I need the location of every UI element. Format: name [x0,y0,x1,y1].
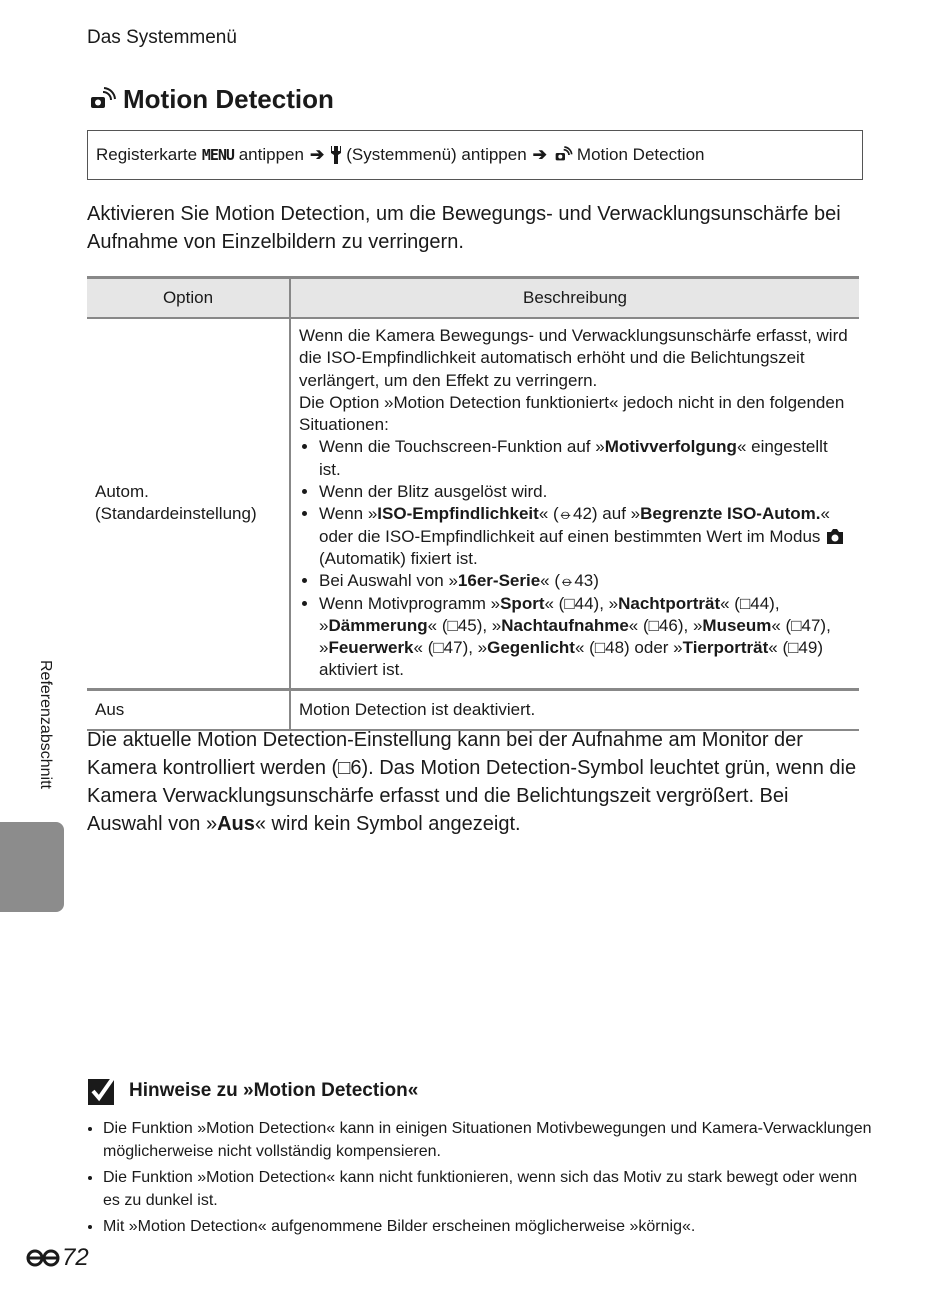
book-icon: □ [564,593,575,613]
book-icon: □ [447,615,458,635]
wrench-icon [330,146,342,164]
table-row [87,318,859,689]
option-name: Autom. [95,482,149,502]
situation-list [299,436,851,681]
intro-paragraph: Aktivieren Sie Motion Detection, um die Bewegungs- und Verwacklungsunschärfe bei Aufnahme von Einzelbildern zu verringern. [87,203,841,253]
option-cell [87,318,290,689]
note-list [87,1118,873,1243]
list-item: • Wenn »ISO-Empfindlichkeit« (⦵42) auf »Begrenzte ISO-Autom.« oder die ISO-Empfindlichkeit auf einen bestimmten Wert im Modus (Automatik) fixiert ist. [319,503,851,570]
checkmark-icon [87,1076,117,1106]
note-title: Hinweise zu »Motion Detection« [129,1080,419,1101]
reference-icon: ⦵ [560,571,575,591]
description-text: Wenn die Kamera Bewegungs- und Verwacklungsunschärfe erfasst, wird die ISO-Empfindlichkeit automatisch erhöht und die Belichtungszeit verlängert, um den Effekt zu verringern. [299,326,848,390]
book-icon: □ [433,638,444,658]
table-header-option: Option [87,278,290,319]
table-header-description: Beschreibung [290,278,859,319]
book-icon: □ [739,593,751,613]
book-icon: □ [648,615,659,635]
description-cell: Motion Detection ist deaktiviert. [290,689,859,730]
side-tab-marker [0,822,64,912]
nav-text: antippen [238,145,304,164]
list-item: • Die Funktion »Motion Detection« kann nicht funktionieren, wenn sich das Motiv zu stark bewegt oder wenn es zu dunkel ist. [103,1167,873,1212]
list-item: • Die Funktion »Motion Detection« kann in einigen Situationen Motivbewegungen und Kamera-Verwacklungen möglicherweise nicht vollständig kompensieren. [103,1118,873,1163]
arrow-right-icon: ➔ [532,145,547,164]
menu-label: MENU [201,146,234,164]
list-item: • Wenn Motivprogramm »Sport« (□44), »Nachtporträt« (□44), »Dämmerung« (□45), »Nachtaufnahme« (□46), »Museum« (□47), »Feuerwerk« (□47), »Gegenlicht« (□48) oder »Tierporträt« (□49) aktiviert ist. [319,593,851,682]
camera-icon [825,527,845,545]
page-title [87,84,334,115]
nav-text: Registerkarte [96,145,198,164]
status-paragraph: Die aktuelle Motion Detection-Einstellung kann bei der Aufnahme am Monitor der Kamera kontrolliert werden (□6). Das Motion Detection-Symbol leuchtet grün, wenn die Kamera Verwacklungsunschärfe erfasst und die Belichtungszeit vergrößert. Bei Auswahl von »Aus« wird kein Symbol angezeigt. [87,729,857,835]
note-heading [87,1076,418,1106]
page-number: 72 [26,1244,89,1272]
arrow-right-icon: ➔ [309,145,325,164]
section-label: Das Systemmenü [87,27,237,48]
book-icon: □ [791,615,802,635]
list-item: • Wenn die Touchscreen-Funktion auf »Motivverfolgung« eingestellt ist. [319,436,851,481]
reference-section-icon [26,1247,60,1269]
option-cell: Aus [87,689,290,730]
nav-text: Motion Detection [576,145,705,164]
table-row [87,689,859,730]
motion-detection-icon [87,85,117,115]
nav-text: (Systemmenü) antippen [346,145,527,164]
navigation-path [87,130,863,180]
description-cell [290,318,859,689]
book-icon: □ [788,638,799,658]
page-title-text: Motion Detection [123,84,334,114]
list-item: • Bei Auswahl von »16er-Serie« (⦵43) [319,570,851,592]
list-item: • Wenn der Blitz ausgelöst wird. [319,481,851,503]
options-table [87,276,859,731]
side-tab-label: Referenzabschnitt [37,660,54,789]
book-icon: □ [338,757,351,779]
description-text: Die Option »Motion Detection funktioniert« jedoch nicht in den folgenden Situationen: [299,392,845,435]
book-icon: □ [594,638,606,658]
option-default-note: (Standardeinstellung) [95,504,257,524]
list-item: • Mit »Motion Detection« aufgenommene Bilder erscheinen möglicherweise »körnig«. [103,1216,873,1239]
motion-detection-icon [553,145,573,165]
reference-icon: ⦵ [558,504,573,524]
